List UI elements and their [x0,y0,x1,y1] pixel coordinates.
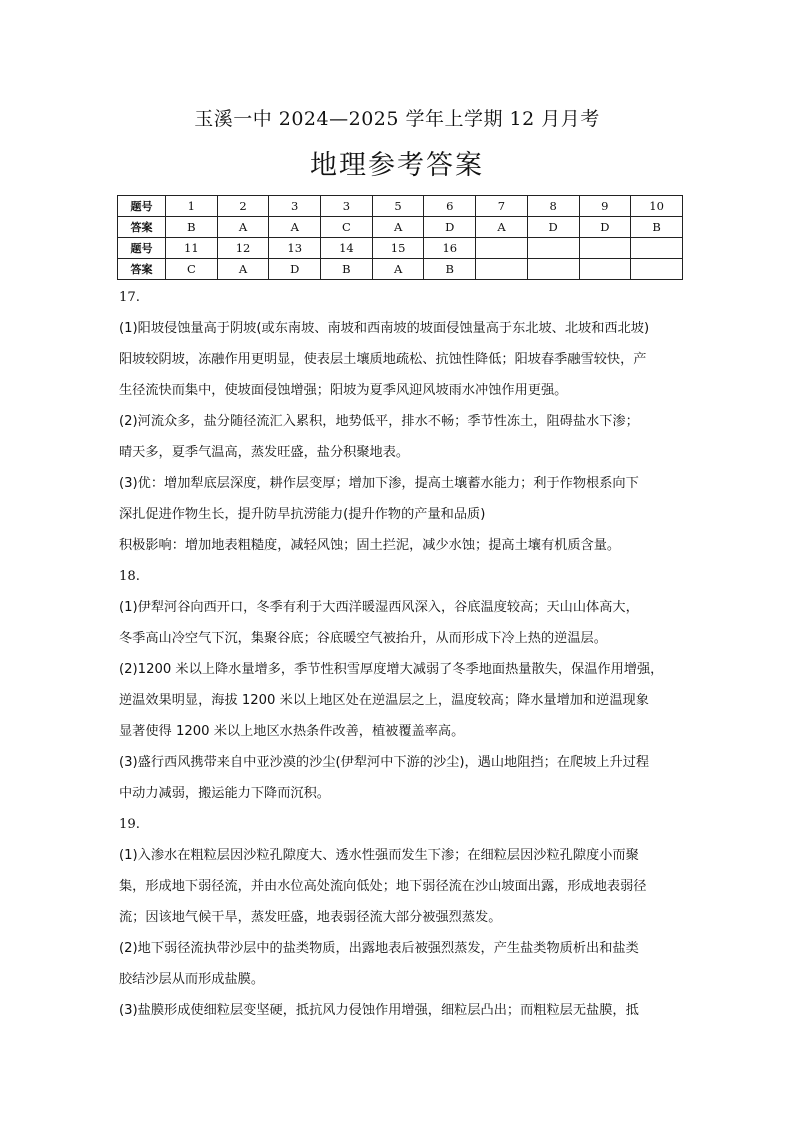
answer-line: (3)盐膜形成使细粒层变坚硬，抵抗风力侵蚀作用增强，细粒层凸出；而粗粒层无盐膜，抵 [119,1003,639,1018]
answer-cell: B [631,217,683,238]
answer-line: 深扎促进作物生长，提升防旱抗涝能力(提升作物的产量和品质) [119,507,486,522]
answer-cell: A [372,259,424,280]
answer-cell: A [217,217,269,238]
question-number-cell: 14 [321,238,373,259]
question-number-cell: 7 [476,196,528,217]
table-row [118,238,683,259]
question-number-cell: 11 [166,238,218,259]
row-header-answer: 答案 [118,217,166,238]
answer-line: 逆温效果明显，海拔 1200 米以上地区处在逆温层之上，温度较高；降水量增加和逆温现象 [119,693,649,708]
question-number: 19. [119,817,140,832]
answer-cell: C [321,217,373,238]
question-number-cell: 9 [579,196,631,217]
question-number-cell: 12 [217,238,269,259]
answer-line: (1)入渗水在粗粒层因沙粒孔隙度大、透水性强而发生下渗；在细粒层因沙粒孔隙度小而聚 [119,848,639,863]
empty-cell [476,238,528,259]
answer-explanations [119,288,679,1032]
question-number-cell: 3 [321,196,373,217]
question-number-cell: 15 [372,238,424,259]
question-number-cell: 2 [217,196,269,217]
answer-cell: A [217,259,269,280]
answer-line: 显著使得 1200 米以上地区水热条件改善，植被覆盖率高。 [119,724,465,739]
empty-cell [631,259,683,280]
empty-cell [527,238,579,259]
table-row [118,196,683,217]
answer-line: 冬季高山冷空气下沉，集聚谷底；谷底暖空气被抬升，从而形成下冷上热的逆温层。 [119,631,607,646]
exam-title: 玉溪一中 2024—2025 学年上学期 12 月月考 [194,108,600,130]
empty-cell [631,238,683,259]
answer-line: (2)地下弱径流执带沙层中的盐类物质，出露地表后被强烈蒸发，产生盐类物质析出和盐类 [119,941,639,956]
question-number: 18. [119,569,140,584]
answer-line: (1)阳坡侵蚀量高于阴坡(或东南坡、南坡和西南坡的坡面侵蚀量高于东北坡、北坡和西北坡) [119,321,650,336]
row-header-question: 题号 [118,238,166,259]
question-number-cell: 13 [269,238,321,259]
answer-line: 晴天多，夏季气温高，蒸发旺盛，盐分积聚地表。 [119,445,410,460]
table-row [118,259,683,280]
answer-cell: B [166,217,218,238]
answer-cell: D [579,217,631,238]
answer-line: (2)河流众多，盐分随径流汇入累积，地势低平，排水不畅；季节性冻土，阻碍盐水下渗； [119,414,639,429]
answer-line: 阳坡较阴坡，冻融作用更明显，使表层土壤质地疏松、抗蚀性降低；阳坡春季融雪较快，产 [119,352,647,367]
question-number-cell: 16 [424,238,476,259]
answer-line: (2)1200 米以上降水量增多，季节性积雪厚度增大减弱了冬季地面热量散失，保温作用增强， [119,662,664,677]
answer-cell: A [269,217,321,238]
answer-line: 积极影响：增加地表粗糙度，减轻风蚀；固土拦泥，减少水蚀；提高土壤有机质含量。 [119,538,621,553]
answer-line: 生径流快而集中，使坡面侵蚀增强；阳坡为夏季风迎风坡雨水冲蚀作用更强。 [119,383,568,398]
answer-cell: B [424,259,476,280]
question-number-cell: 5 [372,196,424,217]
row-header-answer: 答案 [118,259,166,280]
answer-cell: A [476,217,528,238]
row-header-question: 题号 [118,196,166,217]
answer-line: 集，形成地下弱径流，并由水位高处流向低处；地下弱径流在沙山坡面出露，形成地表弱径 [119,879,647,894]
answer-line: 流；因该地气候干旱，蒸发旺盛，地表弱径流大部分被强烈蒸发。 [119,910,502,925]
answer-line: (3)盛行西风携带来自中亚沙漠的沙尘(伊犁河中下游的沙尘)，遇山地阻挡；在爬坡上升过程 [119,755,650,770]
answer-line: (3)优：增加犁底层深度，耕作层变厚；增加下渗，提高土壤蓄水能力；利于作物根系向下 [119,476,639,491]
question-number: 17. [119,290,140,305]
question-number-cell: 8 [527,196,579,217]
answer-line: 中动力减弱，搬运能力下降而沉积。 [119,786,330,801]
answer-table [117,195,683,280]
answer-line: (1)伊犁河谷向西开口，冬季有利于大西洋暖湿西风深入，谷底温度较高；天山山体高大， [119,600,639,615]
answer-cell: A [372,217,424,238]
answer-cell: C [166,259,218,280]
question-number-cell: 3 [269,196,321,217]
question-number-cell: 6 [424,196,476,217]
answer-line: 胶结沙层从而形成盐膜。 [119,972,265,987]
table-row [118,217,683,238]
answer-cell: D [424,217,476,238]
answer-cell: B [321,259,373,280]
question-number-cell: 10 [631,196,683,217]
empty-cell [527,259,579,280]
empty-cell [579,259,631,280]
answer-key-heading: 地理参考答案 [310,150,484,181]
answer-cell: D [527,217,579,238]
answer-cell: D [269,259,321,280]
empty-cell [476,259,528,280]
empty-cell [579,238,631,259]
question-number-cell: 1 [166,196,218,217]
